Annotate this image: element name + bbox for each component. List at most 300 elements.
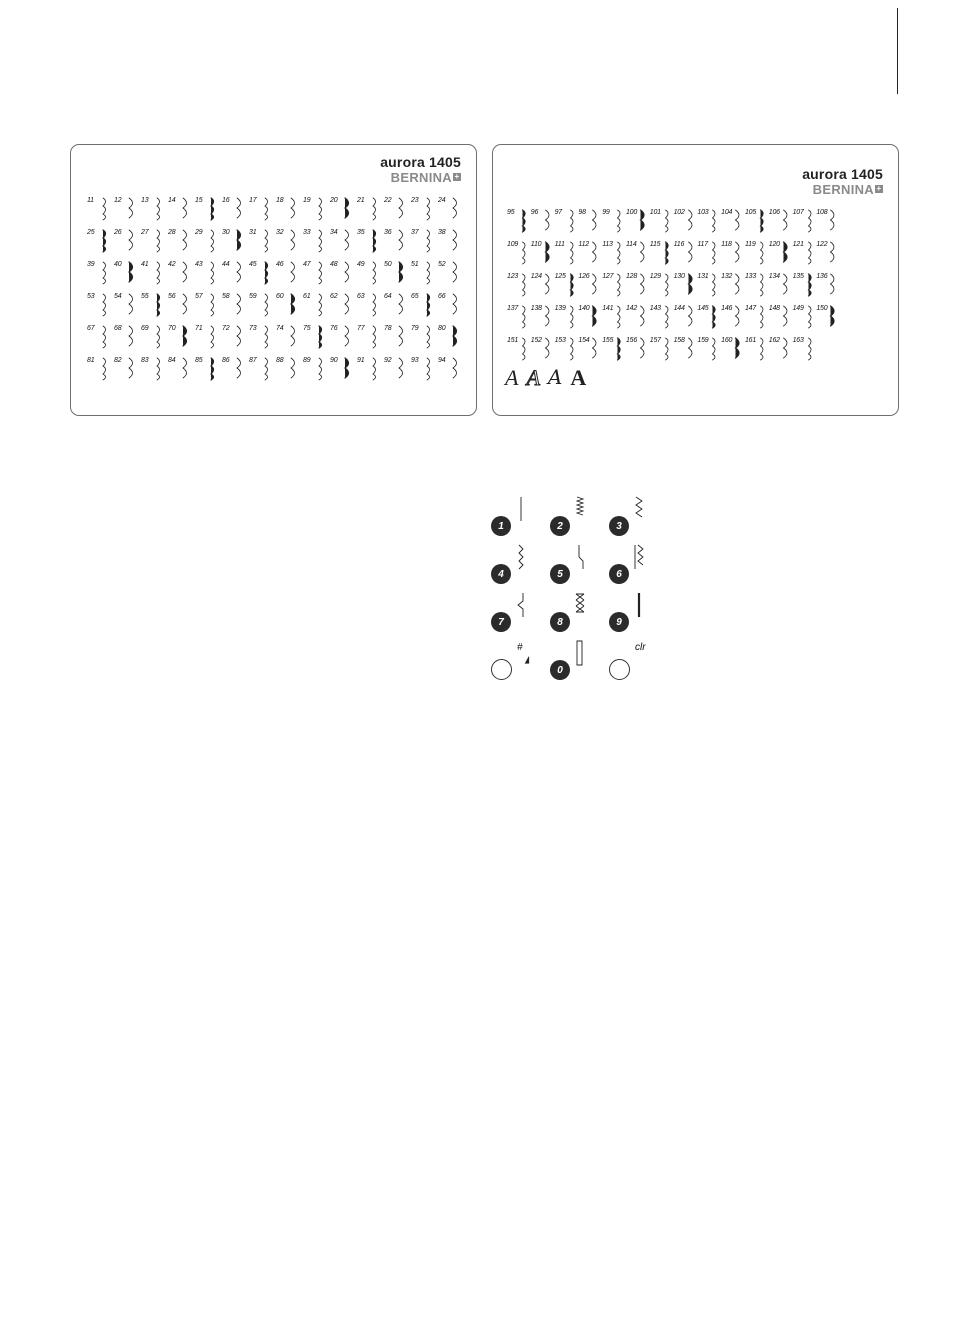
stitch-pattern xyxy=(531,239,555,271)
stitch-pattern-icon xyxy=(757,335,768,361)
stitch-number: 99 xyxy=(602,209,610,216)
stitch-pattern xyxy=(507,207,531,239)
stitch-pattern xyxy=(697,239,721,271)
stitch-pattern xyxy=(697,207,721,239)
stitch-pattern xyxy=(674,271,698,303)
stitch-pattern xyxy=(249,227,276,259)
keypad-button[interactable] xyxy=(491,659,512,680)
stitch-number: 51 xyxy=(411,261,419,268)
stitch-number: 39 xyxy=(87,261,95,268)
stitch-pattern xyxy=(384,195,411,227)
stitch-pattern-icon xyxy=(341,291,355,317)
stitch-pattern-icon xyxy=(179,195,193,221)
stitch-number: 50 xyxy=(384,261,392,268)
stitch-number: 118 xyxy=(721,241,732,248)
stitch-number: 90 xyxy=(330,357,338,364)
stitch-pattern xyxy=(697,271,721,303)
stitch-number: 98 xyxy=(578,209,586,216)
stitch-pattern xyxy=(195,291,222,323)
stitch-pattern xyxy=(578,335,602,367)
stitch-pattern xyxy=(276,355,303,387)
stitch-pattern-icon xyxy=(449,195,463,221)
stitch-pattern xyxy=(555,335,579,367)
alphabet-row xyxy=(505,367,586,389)
stitch-pattern xyxy=(114,227,141,259)
stitch-row xyxy=(87,227,465,259)
stitch-number: 144 xyxy=(673,305,685,312)
blind-stitch-icon xyxy=(515,592,527,618)
stitch-pattern xyxy=(168,259,195,291)
stitch-pattern xyxy=(745,303,769,335)
stitch-pattern-icon xyxy=(519,271,530,297)
stitch-pattern xyxy=(745,271,769,303)
stitch-pattern-icon xyxy=(179,355,193,381)
stitch-pattern-icon xyxy=(686,239,697,265)
stitch-number: 94 xyxy=(438,357,446,364)
stitch-pattern-icon xyxy=(287,323,301,349)
stitch-pattern xyxy=(816,271,840,303)
stitch-number: 120 xyxy=(768,241,780,248)
stitch-number: 128 xyxy=(625,273,638,280)
stitch-number: 145 xyxy=(697,305,709,312)
stitch-pattern-icon xyxy=(314,195,328,221)
stitch-pattern-icon xyxy=(368,355,382,381)
stitch-pattern-icon xyxy=(757,207,768,233)
stitch-pattern xyxy=(141,259,168,291)
stitch-number: 55 xyxy=(141,293,149,300)
stitch-pattern xyxy=(222,323,249,355)
stitch-row xyxy=(507,271,840,303)
stitch-number: 59 xyxy=(249,293,257,300)
stitch-number: 48 xyxy=(330,261,338,268)
keypad-button[interactable]: 4 xyxy=(491,564,511,584)
stitch-pattern xyxy=(602,335,626,367)
buttonhole-icon xyxy=(574,640,586,666)
stitch-number: 65 xyxy=(411,293,419,300)
stitch-pattern xyxy=(249,195,276,227)
stitch-pattern xyxy=(602,271,626,303)
stitch-number: 148 xyxy=(768,305,780,312)
stitch-keypad xyxy=(491,496,661,676)
stitch-number: 19 xyxy=(303,197,311,204)
keypad-key[interactable] xyxy=(491,592,551,632)
stitch-number: 28 xyxy=(168,229,176,236)
stitch-number: 127 xyxy=(602,273,614,280)
stitch-pattern-icon xyxy=(287,259,301,285)
stitch-pattern xyxy=(507,239,531,271)
stitch-number: 158 xyxy=(673,337,685,344)
model-name: aurora 1405 xyxy=(802,166,883,182)
stitch-pattern xyxy=(769,239,793,271)
stitch-pattern xyxy=(168,323,195,355)
stitch-pattern-icon xyxy=(733,303,744,329)
stitch-pattern xyxy=(195,355,222,387)
stitch-pattern xyxy=(141,355,168,387)
stitch-pattern-icon xyxy=(98,259,112,285)
stitch-pattern xyxy=(114,323,141,355)
stitch-number: 45 xyxy=(249,261,257,268)
serpentine-icon xyxy=(515,544,527,570)
stitch-number: 89 xyxy=(303,357,311,364)
stitch-pattern-icon xyxy=(287,291,301,317)
alphabet-outline: A xyxy=(526,365,540,390)
stitch-pattern-icon xyxy=(314,355,328,381)
stitch-pattern xyxy=(769,303,793,335)
stitch-pattern xyxy=(87,323,114,355)
stitch-number: 14 xyxy=(168,197,176,204)
stitch-pattern xyxy=(769,335,793,367)
keypad-button[interactable]: 3 xyxy=(609,516,629,536)
stitch-pattern-icon xyxy=(179,323,193,349)
stitch-number: 26 xyxy=(114,229,122,236)
stitch-pattern-icon xyxy=(395,195,409,221)
stitch-pattern xyxy=(276,291,303,323)
stitch-pattern-icon xyxy=(519,207,530,233)
keypad-key[interactable] xyxy=(609,544,669,584)
stitch-number: 35 xyxy=(357,229,365,236)
stitch-number: 66 xyxy=(438,293,446,300)
stitch-number: 110 xyxy=(530,241,542,248)
stitch-row xyxy=(87,355,465,387)
stitch-number: 116 xyxy=(673,241,685,248)
stitch-pattern xyxy=(114,355,141,387)
stitch-number: 138 xyxy=(530,305,542,312)
stitch-row xyxy=(507,239,840,271)
stitch-pattern-icon xyxy=(233,259,247,285)
stitch-pattern xyxy=(384,355,411,387)
stitch-pattern-icon xyxy=(757,239,768,265)
stitch-pattern xyxy=(87,195,114,227)
stitch-number: 107 xyxy=(792,209,804,216)
stitch-number: 153 xyxy=(554,337,566,344)
stitch-pattern-icon xyxy=(125,291,139,317)
stitch-pattern xyxy=(816,207,840,239)
stitch-row xyxy=(507,303,840,335)
keypad-key[interactable] xyxy=(491,544,551,584)
stitch-pattern-icon xyxy=(686,303,697,329)
stitch-number: 32 xyxy=(276,229,284,236)
stitch-pattern-icon xyxy=(422,291,436,317)
stitch-pattern xyxy=(168,227,195,259)
stitch-pattern-icon xyxy=(287,355,301,381)
page-margin-rule xyxy=(897,8,898,94)
stitch-number: 122 xyxy=(816,241,828,248)
stitch-pattern xyxy=(438,323,465,355)
stitch-pattern-icon xyxy=(314,291,328,317)
keypad-key[interactable] xyxy=(550,592,610,632)
stitch-pattern xyxy=(578,239,602,271)
stitch-number: 143 xyxy=(649,305,661,312)
stitch-pattern-icon xyxy=(709,239,720,265)
stitch-number: 126 xyxy=(578,273,590,280)
stitch-number: 25 xyxy=(87,229,95,236)
stitch-pattern xyxy=(721,335,745,367)
stitch-row xyxy=(87,291,465,323)
stitch-pattern xyxy=(650,239,674,271)
stitch-number: 139 xyxy=(554,305,566,312)
stitch-pattern xyxy=(602,239,626,271)
stitch-number: 159 xyxy=(697,337,709,344)
stitch-number: 87 xyxy=(249,357,257,364)
stitch-pattern-icon xyxy=(422,323,436,349)
stitch-pattern xyxy=(222,291,249,323)
stitch-pattern-icon xyxy=(543,335,554,361)
stitch-number: 72 xyxy=(222,325,230,332)
stitch-pattern-icon xyxy=(757,271,768,297)
stitch-number: 112 xyxy=(578,241,589,248)
keypad-key[interactable] xyxy=(609,640,669,680)
stitch-pattern-icon xyxy=(567,335,578,361)
stitch-pattern-icon xyxy=(233,323,247,349)
keypad-button[interactable]: 0 xyxy=(550,660,570,680)
keypad-key[interactable] xyxy=(550,496,610,536)
stitch-number: 151 xyxy=(507,337,519,344)
stitch-pattern xyxy=(411,227,438,259)
stitch-pattern xyxy=(87,355,114,387)
stitch-pattern-icon xyxy=(206,195,220,221)
stitch-pattern xyxy=(531,207,555,239)
stitch-pattern-icon xyxy=(614,303,625,329)
stitch-number: 67 xyxy=(87,325,95,332)
straight-stitch-icon xyxy=(515,496,527,522)
stitch-pattern-icon xyxy=(368,323,382,349)
stitch-pattern-icon xyxy=(287,195,301,221)
stitch-number: 129 xyxy=(649,273,661,280)
stitch-pattern xyxy=(674,335,698,367)
brand-logo: BERNINA + xyxy=(812,182,882,197)
stitch-pattern xyxy=(602,207,626,239)
stitch-pattern-icon xyxy=(449,323,463,349)
stitch-pattern-icon xyxy=(449,259,463,285)
stitch-pattern-icon xyxy=(805,303,816,329)
stitch-pattern-icon xyxy=(314,323,328,349)
stitch-pattern-icon xyxy=(614,207,625,233)
triple-zigzag-icon xyxy=(633,544,645,570)
keypad-button[interactable] xyxy=(609,659,630,680)
stitch-number: 62 xyxy=(330,293,338,300)
stitch-number: 150 xyxy=(816,305,828,312)
stitch-number: 136 xyxy=(816,273,828,280)
zigzag-icon xyxy=(633,496,645,522)
keypad-key[interactable] xyxy=(491,496,551,536)
stitch-card-right xyxy=(492,144,899,416)
stitch-pattern-icon xyxy=(662,207,673,233)
keypad-button[interactable]: 7 xyxy=(491,612,511,632)
stitch-number: 43 xyxy=(195,261,203,268)
keypad-button[interactable]: 5 xyxy=(550,564,570,584)
keypad-key[interactable] xyxy=(609,496,669,536)
stitch-pattern xyxy=(721,303,745,335)
stitch-pattern xyxy=(602,303,626,335)
stitch-pattern-icon xyxy=(341,259,355,285)
stitch-number: 101 xyxy=(649,209,661,216)
stitch-pattern xyxy=(721,271,745,303)
stitch-pattern-icon xyxy=(422,227,436,253)
stitch-pattern-icon xyxy=(152,227,166,253)
stitch-number: 33 xyxy=(303,229,311,236)
stitch-number: 58 xyxy=(222,293,230,300)
stitch-pattern-icon xyxy=(567,239,578,265)
stitch-pattern xyxy=(411,195,438,227)
stitch-pattern-icon xyxy=(805,239,816,265)
stitch-pattern xyxy=(816,239,840,271)
stitch-number: 135 xyxy=(792,273,804,280)
stitch-pattern xyxy=(249,323,276,355)
stitch-pattern-icon xyxy=(781,271,792,297)
stitch-pattern-icon xyxy=(368,291,382,317)
stitch-number: 74 xyxy=(276,325,284,332)
stitch-pattern-icon xyxy=(125,227,139,253)
stitch-pattern xyxy=(507,303,531,335)
stitch-number: 22 xyxy=(384,197,392,204)
stitch-pattern-icon xyxy=(368,259,382,285)
stitch-pattern-icon xyxy=(543,303,554,329)
stitch-pattern xyxy=(555,271,579,303)
stitch-pattern xyxy=(249,291,276,323)
stitch-number: 86 xyxy=(222,357,230,364)
stitch-pattern-icon xyxy=(543,239,554,265)
overlock-icon xyxy=(574,592,586,618)
stitch-number: 95 xyxy=(507,209,515,216)
stitch-pattern-icon xyxy=(686,207,697,233)
stitch-pattern-icon xyxy=(152,259,166,285)
stitch-number: 104 xyxy=(721,209,733,216)
stitch-number: 21 xyxy=(357,197,365,204)
stitch-number: 80 xyxy=(438,325,446,332)
stitch-pattern xyxy=(114,291,141,323)
stitch-grid xyxy=(87,195,465,387)
stitch-pattern-icon xyxy=(686,335,697,361)
stitch-pattern xyxy=(330,291,357,323)
stitch-pattern-icon xyxy=(781,303,792,329)
keypad-key-tag: # xyxy=(517,642,523,653)
stitch-pattern-icon xyxy=(733,239,744,265)
alphabet-quilt: A xyxy=(570,365,587,390)
stitch-pattern xyxy=(626,239,650,271)
zigzag-dense-icon xyxy=(574,496,586,522)
satin-bar-icon xyxy=(633,592,645,618)
stitch-pattern xyxy=(438,259,465,291)
stitch-number: 117 xyxy=(697,241,708,248)
stitch-pattern xyxy=(384,259,411,291)
stitch-number: 31 xyxy=(249,229,257,236)
stitch-pattern-icon xyxy=(98,355,112,381)
stitch-number: 91 xyxy=(357,357,365,364)
stitch-pattern-icon xyxy=(368,227,382,253)
stitch-pattern xyxy=(303,355,330,387)
stitch-number: 163 xyxy=(792,337,804,344)
stitch-pattern xyxy=(249,355,276,387)
stitch-pattern-icon xyxy=(543,271,554,297)
stitch-number: 46 xyxy=(276,261,284,268)
stitch-pattern xyxy=(276,227,303,259)
stitch-card-left xyxy=(70,144,477,416)
stitch-pattern xyxy=(222,355,249,387)
stitch-pattern-icon xyxy=(590,207,601,233)
stitch-pattern xyxy=(114,259,141,291)
stitch-pattern xyxy=(357,291,384,323)
stitch-pattern xyxy=(674,239,698,271)
stitch-number: 73 xyxy=(249,325,257,332)
stitch-number: 155 xyxy=(602,337,614,344)
stitch-pattern-icon xyxy=(206,259,220,285)
stitch-pattern xyxy=(330,355,357,387)
brand-block xyxy=(802,167,883,196)
keypad-button[interactable]: 2 xyxy=(550,516,570,536)
stitch-pattern-icon xyxy=(125,323,139,349)
stitch-number: 124 xyxy=(530,273,542,280)
stitch-pattern xyxy=(303,323,330,355)
stitch-pattern xyxy=(330,259,357,291)
stitch-pattern-icon xyxy=(125,355,139,381)
stitch-pattern xyxy=(531,271,555,303)
keypad-button[interactable]: 9 xyxy=(609,612,629,632)
stitch-number: 53 xyxy=(87,293,95,300)
stitch-number: 103 xyxy=(697,209,709,216)
stitch-pattern-icon xyxy=(805,271,816,297)
stitch-pattern-icon xyxy=(206,323,220,349)
stitch-number: 125 xyxy=(554,273,566,280)
keypad-key[interactable] xyxy=(609,592,669,632)
stitch-pattern xyxy=(168,195,195,227)
stitch-number: 18 xyxy=(276,197,284,204)
stitch-pattern-icon xyxy=(395,227,409,253)
keypad-key[interactable] xyxy=(550,544,610,584)
stitch-number: 15 xyxy=(195,197,203,204)
keypad-button[interactable]: 8 xyxy=(550,612,570,632)
stitch-pattern xyxy=(745,207,769,239)
stitch-pattern-icon xyxy=(519,335,530,361)
stitch-pattern-icon xyxy=(638,271,649,297)
stitch-pattern xyxy=(114,195,141,227)
stitch-pattern-icon xyxy=(638,335,649,361)
stitch-pattern xyxy=(411,259,438,291)
stitch-number: 81 xyxy=(87,357,95,364)
stitch-row xyxy=(507,335,840,367)
stitch-pattern xyxy=(222,195,249,227)
stitch-number: 77 xyxy=(357,325,365,332)
stitch-pattern xyxy=(357,195,384,227)
stitch-pattern-icon xyxy=(590,239,601,265)
stitch-number: 142 xyxy=(625,305,638,312)
stitch-pattern-icon xyxy=(590,303,601,329)
stitch-pattern xyxy=(276,195,303,227)
stitch-pattern xyxy=(721,239,745,271)
stitch-number: 113 xyxy=(602,241,613,248)
stitch-number: 132 xyxy=(721,273,733,280)
stitch-pattern-icon xyxy=(98,227,112,253)
keypad-button[interactable]: 1 xyxy=(491,516,511,536)
stitch-pattern xyxy=(141,291,168,323)
stitch-pattern-icon xyxy=(781,335,792,361)
stitch-number: 52 xyxy=(438,261,446,268)
stitch-pattern-icon xyxy=(314,259,328,285)
stitch-pattern xyxy=(578,207,602,239)
stitch-pattern-icon xyxy=(287,227,301,253)
stitch-pattern xyxy=(531,335,555,367)
stitch-pattern-icon xyxy=(590,335,601,361)
keypad-key[interactable] xyxy=(550,640,610,680)
stitch-number: 11 xyxy=(87,197,94,204)
keypad-button[interactable]: 6 xyxy=(609,564,629,584)
stitch-pattern xyxy=(222,259,249,291)
stitch-number: 68 xyxy=(114,325,122,332)
keypad-key[interactable] xyxy=(491,640,551,680)
stitch-pattern xyxy=(650,303,674,335)
stitch-pattern xyxy=(357,355,384,387)
stitch-number: 140 xyxy=(578,305,590,312)
stitch-pattern xyxy=(357,259,384,291)
